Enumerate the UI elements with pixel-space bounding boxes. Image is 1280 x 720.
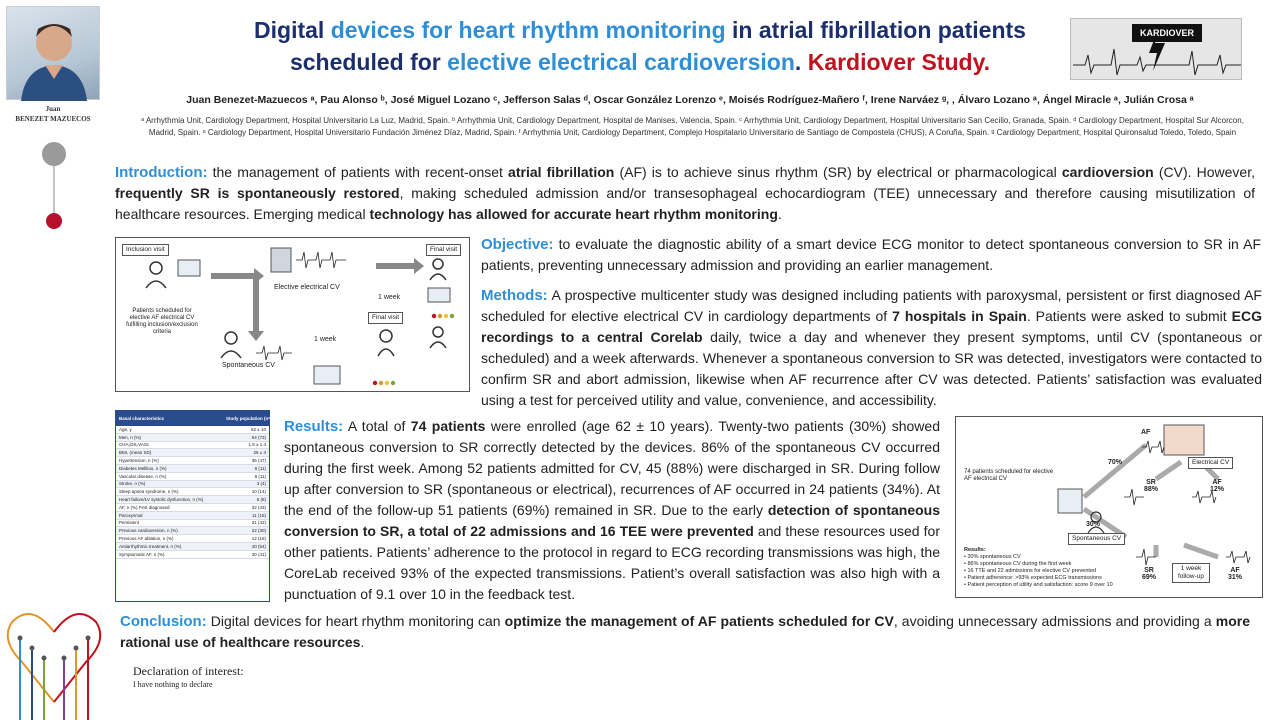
table-cell-label: Diabetes Mellitus, n (%) [119,465,167,471]
elective-cv-label: Elective electrical CV [274,284,340,291]
text: A prospective multicenter study was designed including patients with paroxysmal, persistent or first diagnosed AF scheduled for elective electrical CV in cardiology departments of [481,287,1262,324]
text: were enrolled (age 62 ± 10 years). Twenty-two patients (30%) showed spontaneous conversion to SR correctly detected by the devices. 86% of the spontaneous CV occurred during the first week. Among 52 patients admitted for CV, 45 (88%) were discharged in SR. During follow up after conversion to SR (spontaneous or electrical), recurrences of AF occurred in 24 patients (34%). At the end of the follow-up 51 patients (69%) remained in SR. Due to the early [284,418,940,518]
table-cell-value: 31 (42) [251,520,266,526]
results-section [284,416,940,605]
text: and these resources used for other patients. Patients’ adherence to the protocol in regard to ECG recording transmissions was high, the CoreLab received 93% of the expected transmissions. Patient’s overall satisfaction was also high with a punctuation of 9.1 over 10 in the feedback test. [284,523,940,602]
af-label: AF [1230,567,1240,574]
text: , making scheduled admission and/or transesophageal echocardiogram (TEE) unnecessary and therefore causing misutilization of healthcare resources. Emerging medical [115,185,1256,222]
table-cell-value: 32 (43) [251,504,266,510]
affiliation-list: ᵃ Arrhythmia Unit, Cardiology Department, Hospital Universitario La Luz, Madrid, Spain. ᵇ Arrhythmia Unit, Cardiology Department, Hospital de Manises, Valencia, Spain. ᶜ Arrhythmia Unit, Cardiology Department, Hospital Universitario San Cecilio, Granada, Spain. ᵈ Cardiology Department, Hospital Sur Alcorcon, Madrid, Spain. ᵉ Cardiology Department, Hospital Universitario Fundación Jiménez Díaz, Madrid, Spain. ᶠ Arrhythmia Unit, Cardiology Department, Complejo Hospitalario Universitario de Santiago de Compostela (CHUS), A Coruña, Spain. ᵍ Cardiology Department, Hospital Quironsalud Toledo, Toledo, Spain [141,116,1244,137]
af-label: AF [1141,429,1151,436]
results-summary-item: • 16 TTE and 22 admissions for elective CV prevented [964,568,1097,574]
scheduled-patients-note: 74 patients scheduled for elective AF electrical CV [964,469,1054,482]
bold-text: 7 hospitals in Spain [892,308,1027,324]
table-row [116,551,269,559]
table-cell-label: Sleep apnea syndrome, n (%) [119,489,179,495]
table-row [116,496,269,504]
table-cell-label: Previous cardioversion, n (%) [119,528,178,534]
table-cell-value: 8 (11) [254,465,266,471]
table-row [116,457,269,465]
section-heading: Introduction: [115,164,208,181]
table-cell-label: Men, n (%) [119,434,142,440]
one-week-top-label: 1 week [378,294,401,301]
table-cell-value: 8 (11) [254,473,266,479]
declaration-title: Declaration of interest: [133,664,244,678]
results-summary-list [964,554,1134,589]
bold-text: atrial fibrillation [508,164,615,180]
table-row [116,442,269,450]
spontaneous-cv-label: Spontaneous CV [1068,533,1125,545]
bold-text: more rational use of healthcare resources [120,613,1251,650]
results-summary-item: • 30% spontaneous CV [964,554,1021,560]
bold-text: technology has allowed for accurate heart rhythm monitoring [369,206,778,222]
sr-69-result [1142,567,1156,581]
table-row [116,434,269,442]
decorative-line [53,164,55,216]
table-row [116,481,269,489]
text: Digital devices for heart rhythm monitoring can [206,613,505,629]
text: . [777,206,782,222]
table-cell-label: Antiarrhythmic treatment, n (%) [119,543,182,549]
bold-text: detection of spontaneous conversion to SR, a total of 22 admissions and 16 TEE were prevented [284,502,941,539]
results-summary-title: Results: [964,547,986,553]
text: (AF) is to achieve sinus rhythm (SR) by electrical or pharmacological [614,164,1062,180]
table-cell-value: 12 (16) [251,536,266,542]
table-cell-label: Hypertension, n (%) [119,458,159,464]
electrical-cv-label: Electrical CV [1188,457,1233,469]
text: , avoiding unnecessary admissions and providing a [893,613,1216,629]
table-row [116,512,269,520]
table-cell-label: Age, y [119,426,132,432]
study-flow-diagram [115,237,470,392]
sr-label: SR [1144,567,1154,574]
table-cell-label: Heart failure/LV systolic dysfunction, n (%) [119,497,204,503]
table-cell-label: Previous AF ablation, n (%) [119,536,174,542]
table-cell-label: BMI, (mean SD) [119,450,152,456]
introduction-section [115,162,1255,225]
title-highlight: devices for heart rhythm monitoring [330,17,726,43]
section-heading: Results: [284,418,344,435]
title-part: scheduled for [289,49,448,75]
table-cell-value: 6 (8) [256,497,266,503]
text: daily, twice a day and whenever they present symptoms, until CV (spontaneous or scheduled) and a week afterwards. Whenever a spontaneous conversion to SR was detected, investigators were contacted to confirm SR and abort admission, likewise when AF recurrence after CV was detected. Patients’ satisfaction was evaluated using a test for perceived utility and value, convenience, and accessibility. [481,329,1263,408]
pct-30-label: 30% [1086,521,1101,528]
af-pct: 12% [1210,486,1225,493]
spontaneous-cv-label: Spontaneous CV [222,362,275,369]
bold-text: cardioversion [1061,164,1154,180]
table-cell-label: Symptomatic AF, n (%) [119,551,165,557]
poster-title [115,14,1165,78]
gray-dot-icon [42,142,66,166]
table-cell-label: Vascular disease, n (%) [119,473,167,479]
conclusion-section [120,611,1250,653]
objective-section [481,234,1261,276]
table-cell-value: 35 (47) [251,458,266,464]
af-label: AF [1212,479,1222,486]
bold-text: 74 patients [410,418,486,434]
sr-label: SR [1146,479,1156,486]
author-first-name: Juan [45,105,61,113]
author-list: Juan Benezet-Mazuecos ᵃ, Pau Alonso ᵇ, José Miguel Lozano ᶜ, Jefferson Salas ᵈ, Oscar González Lorenzo ᵉ, Moisés Rodríguez-Mañero ᶠ, Irene Narváez ᵍ, , Álvaro Lozano ᵃ, Ángel Miracle ᵃ, Julián Crosa ᵃ [186,94,1194,106]
table-cell-label: Stroke, n (%) [119,481,146,487]
one-week-followup-label: 1 week follow-up [1172,563,1210,583]
af-31-result [1228,567,1242,581]
final-visit-bottom-label: Final visit [368,312,403,324]
table-row [116,520,269,528]
baseline-characteristics-table [115,410,278,602]
title-part: . [794,49,808,75]
table-cell-value: 30 (41) [251,551,266,557]
table-cell-label: Paroxysmal [119,512,143,518]
results-flow-diagram [955,416,1263,598]
study-name: Kardiover Study. [807,49,991,75]
title-part: Digital [254,17,331,43]
pct-70-label: 70% [1108,459,1123,466]
table-cell-label: Persistent [119,520,140,526]
bold-text: frequently SR is spontaneously restored [115,185,400,201]
table-cell-value: 10 (14) [251,489,266,495]
table-row [116,426,269,434]
inclusion-visit-label: Inclusion visit [122,244,169,256]
text: A total of [343,418,411,434]
author-photo [6,6,100,100]
author-name [6,104,100,124]
table-cell-value: 40 (54) [251,543,266,549]
text: (CV). However, [1153,164,1255,180]
table-cell-value: 22 (30) [251,528,266,534]
author-portrait-icon [7,7,101,101]
table-row [116,473,269,481]
table-header [116,411,278,426]
table-header-right: Study population (n=74) [226,416,278,421]
table-row [116,465,269,473]
table-cell-label: AF, n (%) First diagnosed [119,504,170,510]
author-last-name: BENEZET MAZUECOS [15,115,91,123]
results-summary-item: • Patient perception of utility and satisfaction: score 9 over 10 [964,582,1113,588]
table-cell-value: 25 ± 4 [253,450,266,456]
sr-pct: 88% [1144,486,1159,493]
results-summary [964,547,1134,589]
methods-section [481,285,1262,411]
text: . Patients were asked to submit [1026,308,1232,324]
table-row [116,535,269,543]
logo-text: KARDIOVER [1132,24,1202,42]
bold-text: ECG recordings to a central Corelab [481,308,1262,345]
text: . [360,634,365,650]
table-body [116,426,269,559]
section-heading: Methods: [481,287,548,304]
results-summary-item: • Patient adherence: >93% expected ECG transmissions [964,575,1102,581]
table-cell-label: CHA₂DS₂VASc [119,442,150,448]
red-dot-icon [46,213,62,229]
af-pct: 31% [1228,574,1243,581]
title-part: in atrial fibrillation patients [725,17,1026,43]
one-week-bottom-label: 1 week [314,336,337,343]
table-cell-value: 11 (15) [252,512,266,518]
table-row [116,543,269,551]
bold-text: optimize the management of AF patients scheduled for CV [504,613,894,629]
final-visit-top-label: Final visit [426,244,461,256]
section-heading: Objective: [481,236,554,253]
circuit-heart-icon [2,592,106,720]
table-cell-value: 54 (73) [251,434,266,440]
patients-note: Patients scheduled for elective AF electrical CV fulfilling inclusion/exclusion criteria [126,308,198,335]
title-highlight: elective electrical cardioversion [447,49,795,75]
results-summary-item: • 86% spontaneous CV during the first week [964,561,1072,567]
declaration-text: I have nothing to declare [133,680,213,689]
table-row [116,527,269,535]
section-heading: Conclusion: [120,613,207,630]
table-row [116,488,269,496]
table-cell-value: 1.8 ± 1.4 [248,442,266,448]
table-cell-value: 62 ± 10 [251,426,266,432]
table-cell-value: 3 (4) [256,481,266,487]
sr-pct: 69% [1142,574,1157,581]
af-12-result [1210,479,1224,493]
table-header-left: Basal characteristics [119,416,165,421]
text: the management of patients with recent-onset [207,164,509,180]
text: to evaluate the diagnostic ability of a smart device ECG monitor to detect spontaneous conversion to SR in AF patients, preventing unnecessary admission and providing an earlier management. [481,236,1261,273]
table-row [116,449,269,457]
sr-88-result [1144,479,1158,493]
table-row [116,504,269,512]
